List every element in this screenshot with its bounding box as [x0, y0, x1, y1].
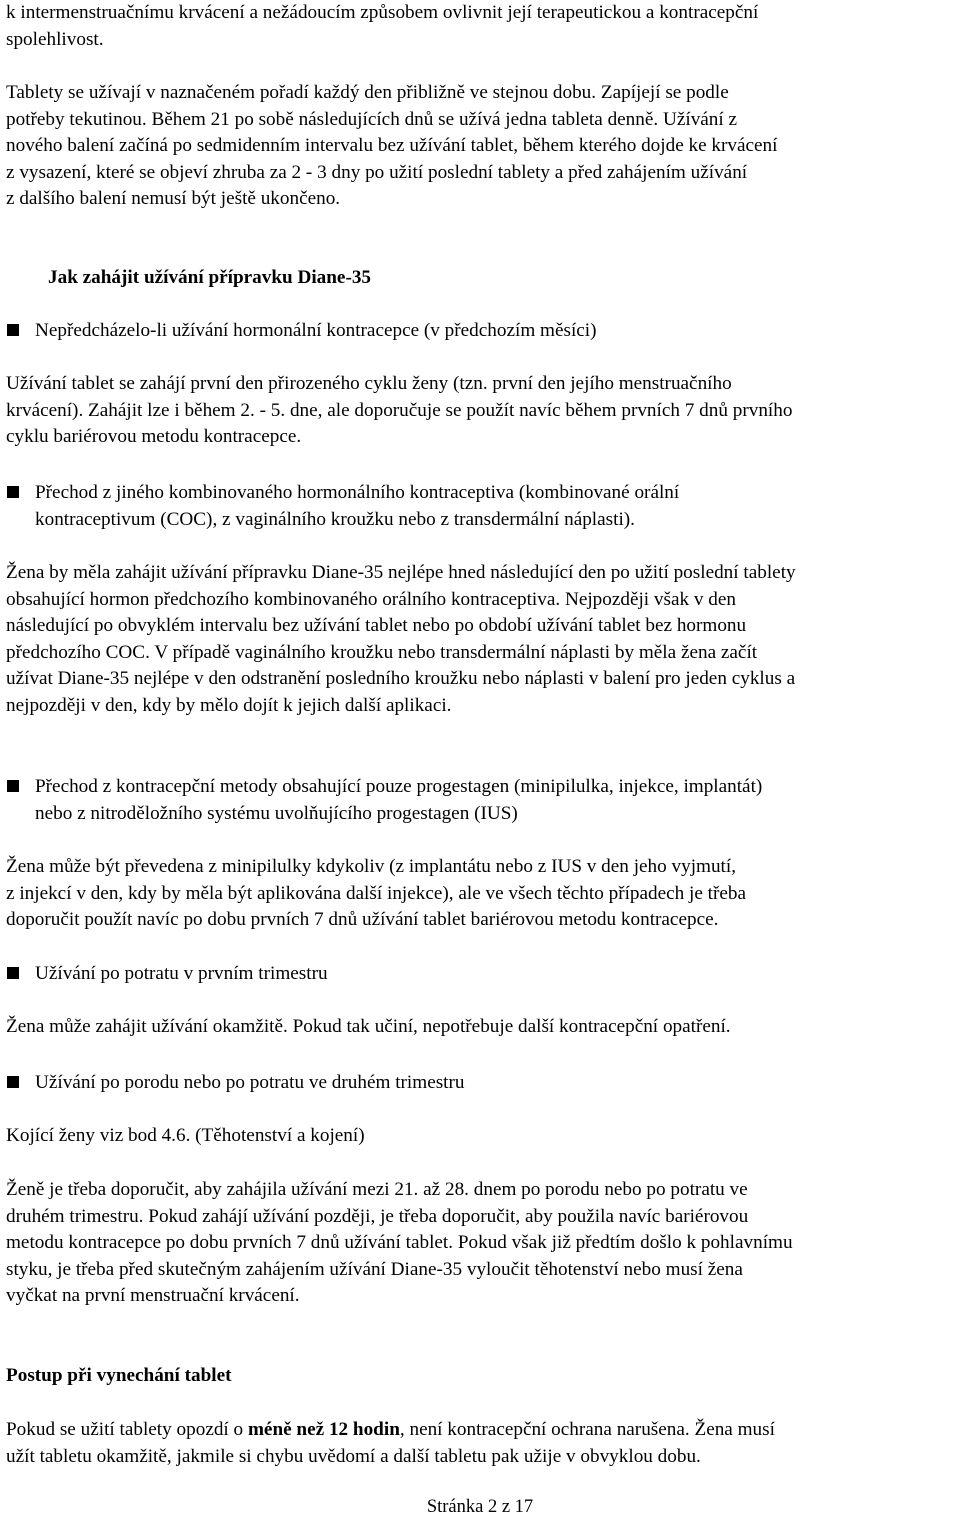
- bullet-heading: [35, 480, 955, 533]
- text-line: nebo z nitroděložního systému uvolňujícího progestagen (IUS): [35, 802, 518, 824]
- section-body: [6, 371, 960, 451]
- text-line: cyklu bariérovou metodu kontracepce.: [6, 426, 302, 447]
- bullet-heading: [35, 318, 955, 345]
- text-line: z vysazení, které se objeví zhruba za 2 - 3 dny po užití poslední tablety a před zahájením užívání: [6, 161, 748, 183]
- bullet-square-icon: [7, 324, 19, 336]
- text-line: kontraceptivum (COC), z vaginálního kroužku nebo z transdermální náplasti).: [35, 508, 635, 530]
- text-line: Žena by měla zahájit užívání přípravku Diane-35 nejlépe hned následující den po užití poslední tablety: [6, 562, 796, 583]
- text-line: užívat Diane-35 nejlépe v den odstranění posledního kroužku nebo náplasti v balení pro jeden cyklus a: [6, 668, 796, 689]
- missed-paragraph: [6, 1417, 960, 1470]
- bullet-square-icon: [7, 780, 19, 792]
- text-line: k intermenstruačnímu krvácení a nežádoucím způsobem ovlivnit její terapeutickou a kontracepční: [6, 2, 759, 23]
- text-line: Přechod z jiného kombinovaného hormonálního kontraceptiva (kombinované orální: [35, 482, 680, 503]
- text-line: užít tabletu okamžitě, jakmile si chybu uvědomí a další tabletu pak užije v obvyklou dobu.: [6, 1445, 701, 1467]
- text-line: obsahující hormon předchozího kombinovaného orálního kontraceptiva. Nejpozději však v den: [6, 588, 736, 610]
- intro-continuation: [6, 0, 960, 53]
- section-body: [6, 560, 960, 719]
- text-line: druhém trimestru. Pokud zahájí užívání později, je třeba doporučit, aby použila navíc bariérovou: [6, 1205, 749, 1227]
- heading-missed-tablets: [6, 1363, 960, 1390]
- text-line: Přechod z kontracepční metody obsahující pouze progestagen (minipilulka, injekce, implantát): [35, 776, 763, 797]
- text-line: Užívání po porodu nebo po potratu ve druhém trimestru: [35, 1072, 465, 1093]
- text-line: Nepředcházelo-li užívání hormonální kontracepce (v předchozím měsíci): [35, 320, 597, 341]
- text-line: následující po obvyklém intervalu bez užívání tablet nebo po období užívání tablet bez hormonu: [6, 615, 747, 636]
- bullet-square-icon: [7, 1076, 19, 1088]
- bullet-heading: [35, 961, 955, 988]
- bullet-heading: [35, 1070, 955, 1097]
- bullet-square-icon: [7, 967, 19, 979]
- text-line: doporučit použít navíc po dobu prvních 7 dnů užívání tablet bariérovou metodu kontracepce.: [6, 909, 719, 930]
- text-line: krvácení). Zahájit lze i během 2. - 5. dne, ale doporučuje se použít navíc během prvních 7 dnů prvního: [6, 399, 793, 421]
- text-run: , není kontracepční ochrana narušena. Žena musí: [399, 1419, 775, 1440]
- footer-label: Stránka: [426, 1497, 488, 1517]
- section-body: [6, 1177, 960, 1310]
- text-line: styku, je třeba před skutečným zahájením užívání Diane-35 vyloučit těhotenství nebo musí žena: [6, 1258, 743, 1280]
- text-line: nového balení začíná po sedmidenním intervalu bez užívání tablet, během kterého dojde ke krvácení: [6, 135, 778, 156]
- text-line: Žena může zahájit užívání okamžitě. Pokud tak učiní, nepotřebuje další kontracepční opatření.: [6, 1016, 731, 1037]
- text-line: předchozího COC. V případě vaginálního kroužku nebo transdermální náplasti by měla žena začít: [6, 641, 758, 663]
- heading-how-to-start: [48, 265, 960, 292]
- text-line: Tablety se užívají v naznačeném pořadí každý den přibližně ve stejnou dobu. Zapíjejí se podle: [6, 82, 729, 103]
- text-line: vyčkat na první menstruační krvácení.: [6, 1285, 300, 1306]
- footer-separator: z: [497, 1497, 515, 1517]
- text-line: z dalšího balení nemusí být ještě ukončeno.: [6, 188, 341, 209]
- text-line: Užívání po potratu v prvním trimestru: [35, 963, 328, 984]
- dosage-paragraph: [6, 80, 960, 213]
- heading-text: Jak zahájit užívání přípravku Diane-35: [48, 267, 372, 288]
- page-number: 2: [487, 1497, 498, 1517]
- text-line: z injekcí v den, kdy by měla být aplikována další injekce), ale ve všech těchto případech je třeba: [6, 882, 747, 904]
- text-line: Kojící ženy viz bod 4.6. (Těhotenství a kojení): [6, 1125, 365, 1146]
- text-line: potřeby tekutinou. Během 21 po sobě následujících dnů se užívá jedna tableta denně. Užívání z: [6, 108, 738, 130]
- text-line: Ženě je třeba doporučit, aby zahájila užívání mezi 21. až 28. dnem po porodu nebo po potratu ve: [6, 1179, 748, 1200]
- text-line: [6, 1417, 960, 1444]
- emphasis-text: méně než 12 hodin: [247, 1419, 400, 1440]
- page-total: 17: [514, 1497, 534, 1517]
- text-line: spolehlivost.: [6, 28, 104, 50]
- bullet-heading: [35, 774, 955, 827]
- text-line: nejpozději v den, kdy by mělo dojít k jejich další aplikaci.: [6, 694, 452, 716]
- section-body: [6, 1014, 960, 1041]
- text-line: metodu kontracepce po dobu prvních 7 dnů užívání tablet. Pokud však již předtím došlo k pohlavnímu: [6, 1232, 793, 1253]
- section-note: [6, 1123, 960, 1150]
- heading-text: Postup při vynechání tablet: [6, 1365, 232, 1386]
- text-run: Pokud se užití tablety opozdí o: [6, 1419, 248, 1440]
- text-line: Žena může být převedena z minipilulky kdykoliv (z implantátu nebo z IUS v den jeho vyjmutí,: [6, 856, 737, 877]
- text-line: Užívání tablet se zahájí první den přirozeného cyklu ženy (tzn. první den jejího menstruačního: [6, 373, 732, 394]
- page-footer: [0, 1494, 960, 1521]
- section-body: [6, 854, 960, 934]
- bullet-square-icon: [7, 486, 19, 498]
